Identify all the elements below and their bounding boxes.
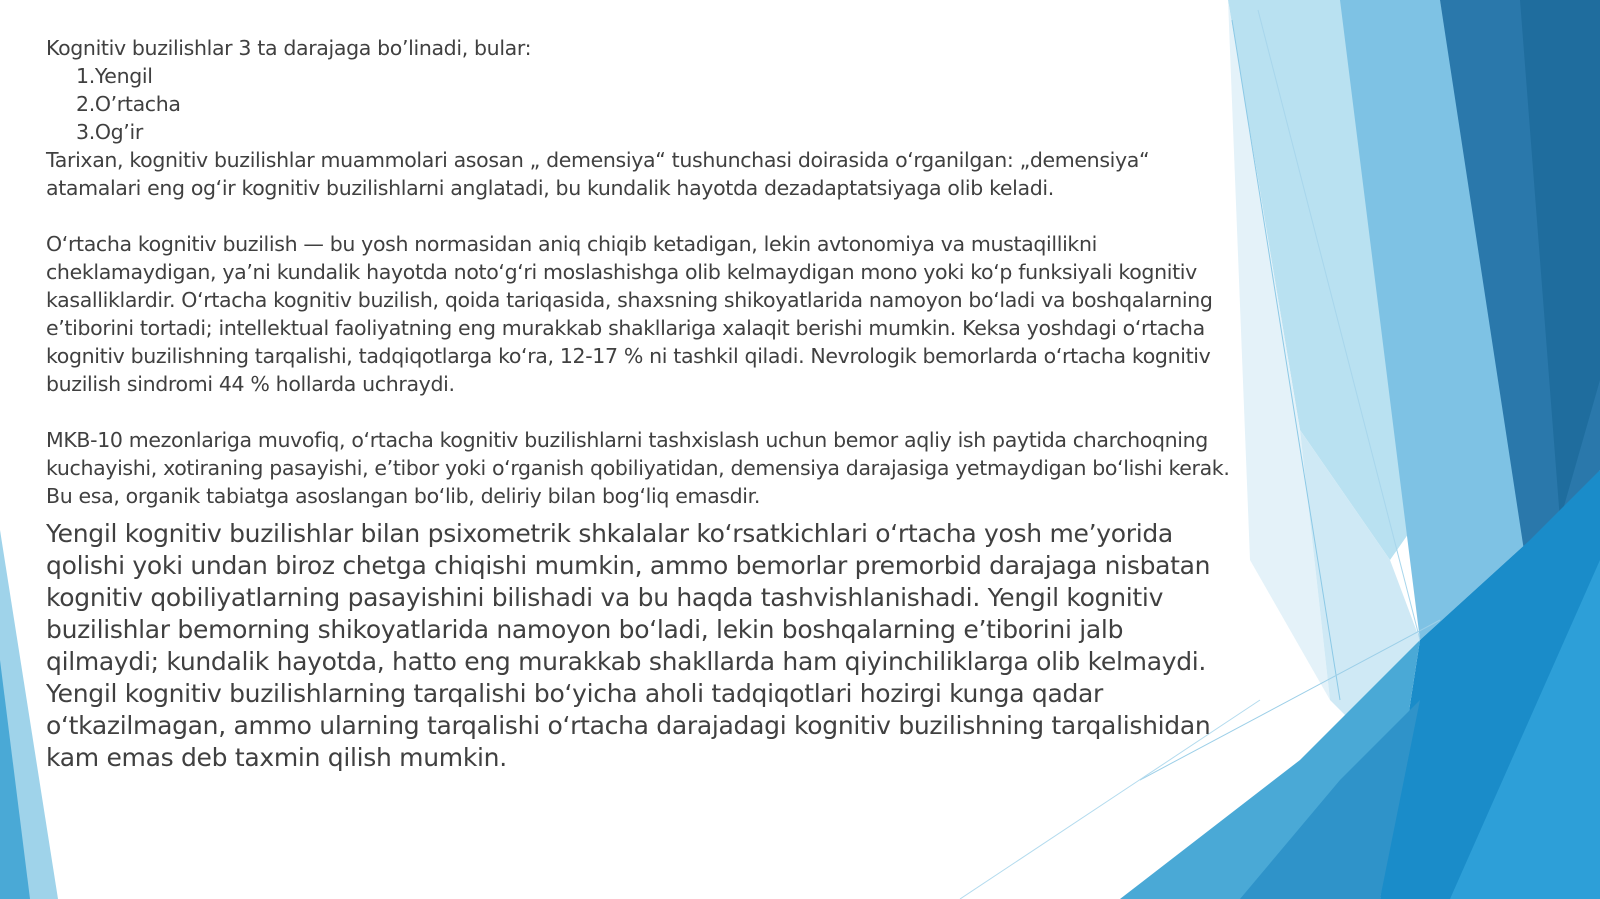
spacer [46,398,1236,426]
level-item-3: 3.Og’ir [76,120,143,144]
moderate-paragraph: O‘rtacha kognitiv buzilish — bu yosh normasidan aniq chiqib ketadigan, lekin avtonomiya va mustaqillikni cheklamaydigan, ya’ni kundalik hayotda noto‘g‘ri moslashishga olib kelmaydigan mono yoki ko‘p funksiyali kognitiv kasalliklardir. O‘rtacha kognitiv buzilish, qoida tariqasida, shaxsning shikoyatlarida namoyon bo‘ladi va boshqalarning e’tiborini tortadi; intellektual faoliyatning eng murakkab shakllariga xalaqit berishi mumkin. Keksa yoshdagi o‘rtacha kognitiv buzilishning tarqalishi, tadqiqotlarga ko‘ra, 12-17 % ni tashkil qiladi. Nevrologik bemorlarda o‘rtacha kognitiv buzilish sindromi 44 % hollarda uchraydi. [46,232,1213,396]
mild-paragraph: Yengil kognitiv buzilishlar bilan psixometrik shkalalar ko‘rsatkichlari o‘rtacha yosh me’yorida qolishi yoki undan biroz chetga chiqishi mumkin, ammo bemorlar premorbid darajaga nisbatan kognitiv qobiliyatlarning pasayishini bilishadi va bu haqda tashvishlanishadi. Yengil kognitiv buzilishlar bemorning shikoyatlarida namoyon bo‘ladi, lekin boshqalarning e’tiborini jalb qilmaydi; kundalik hayotda, hatto eng murakkab shakllarda ham qiyinchiliklarga olib kelmaydi. Yengil kognitiv buzilishlarning tarqalishi bo‘yicha aholi tadqiqotlari hozirgi kunga qadar o‘tkazilmagan, ammo ularning tarqalishi o‘rtacha darajadagi kognitiv buzilishning tarqalishidan kam emas deb taxmin qilish mumkin. [46,519,1211,772]
intro-line: Kognitiv buzilishlar 3 ta darajaga bo’linadi, bular: [46,36,532,60]
level-item-1: 1.Yengil [76,64,153,88]
level-item-2: 2.O’rtacha [76,92,181,116]
spacer [46,202,1236,230]
small-text-block [46,34,1236,510]
history-paragraph: Tarixan, kognitiv buzilishlar muammolari asosan „ demensiya“ tushunchasi doirasida o‘rganilgan: „demensiya“ atamalari eng og‘ir kognitiv buzilishlarni anglatadi, bu kundalik hayotda dezadaptatsiyaga olib keladi. [46,148,1150,200]
large-text-block [46,518,1236,774]
slide-content [46,34,1236,774]
mkb-paragraph: MKB-10 mezonlariga muvofiq, o‘rtacha kognitiv buzilishlarni tashxislash uchun bemor aqliy ish paytida charchoqning kuchayishi, xotiraning pasayishi, e’tibor yoki o‘rganish qobiliyatidan, demensiya darajasiga yetmaydigan bo‘lishi kerak. Bu esa, organik tabiatga asoslangan bo‘lib, deliriy bilan bog‘liq emasdir. [46,428,1230,508]
